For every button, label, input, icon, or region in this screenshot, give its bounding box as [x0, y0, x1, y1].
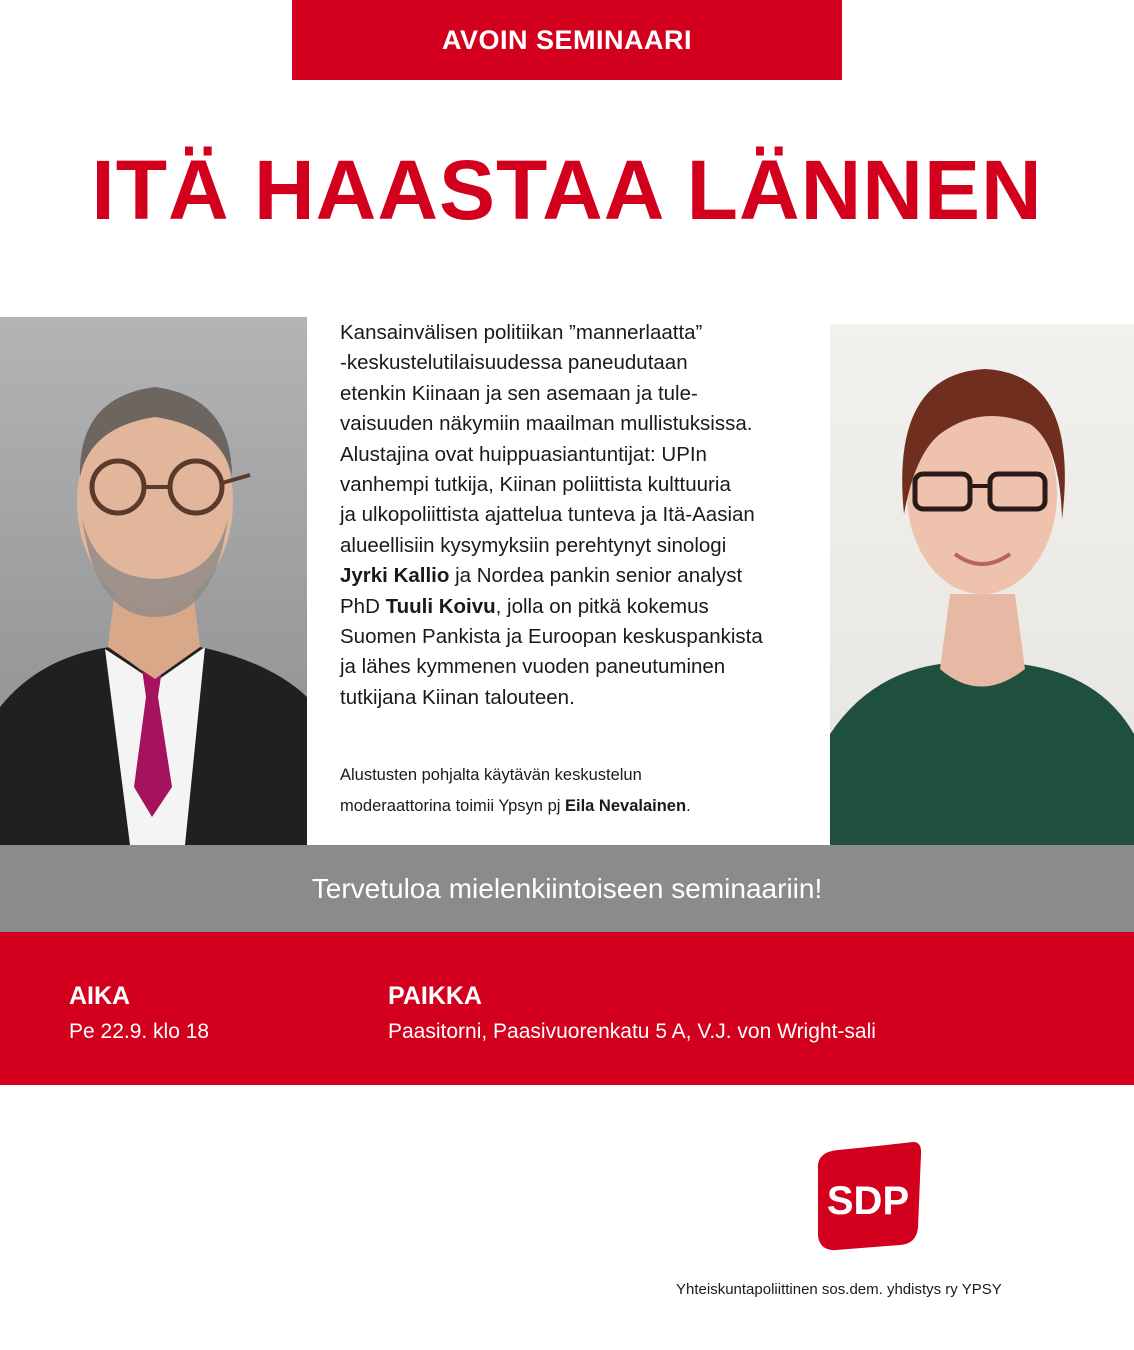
description-text: PhD — [340, 594, 386, 618]
page-title: ITÄ HAASTAA LÄNNEN — [91, 143, 1043, 237]
moderator-note — [340, 760, 810, 822]
place-label: PAIKKA — [388, 982, 482, 1010]
description-text: , jolla on pitkä kokemus — [495, 594, 709, 618]
moderator-text: moderaattorina toimii Ypsyn pj — [340, 797, 565, 815]
place-value: Paasitorni, Paasivuorenkatu 5 A, V.J. von Wright-sali — [388, 1020, 876, 1043]
description-line: Kansainvälisen politiikan ”mannerlaatta” — [340, 321, 703, 344]
description-line: ja ulkopoliittista ajattelua tunteva ja Itä-Aasian — [340, 503, 755, 527]
moderator-line: Alustusten pohjalta käytävän keskustelun — [340, 766, 642, 784]
speaker-name-jyrki-kallio: Jyrki Kallio — [340, 564, 450, 588]
description-line — [340, 592, 810, 622]
event-type-banner — [292, 0, 842, 80]
description-line: -keskustelutilaisuudessa paneudutaan — [340, 351, 688, 375]
description-line: etenkin Kiinaan ja sen asemaan ja tule- — [340, 381, 698, 405]
moderator-line — [340, 791, 810, 822]
description-line: vanhempi tutkija, Kiinan poliittista kulttuuria — [340, 473, 731, 497]
speaker-photo-tuuli-koivu — [830, 324, 1134, 845]
description-line: Alustajina ovat huippuasiantuntijat: UPIn — [340, 442, 707, 466]
time-value: Pe 22.9. klo 18 — [69, 1020, 210, 1043]
description-line: Suomen Pankista ja Euroopan keskuspankista — [340, 625, 763, 649]
description-line: ja lähes kymmenen vuoden paneutuminen — [340, 655, 726, 679]
event-details-band — [0, 932, 1134, 1085]
description-line: alueellisiin kysymyksiin perehtynyt sinologi — [340, 533, 727, 557]
welcome-band — [0, 845, 1134, 932]
welcome-text: Tervetuloa mielenkiintoiseen seminaariin! — [311, 872, 823, 904]
logo-text: SDP — [826, 1179, 910, 1223]
event-description — [340, 318, 810, 713]
description-line: tutkijana Kiinan talouteen. — [340, 685, 575, 709]
organization-name: Yhteiskuntapoliittinen sos.dem. yhdistys ry YPSY — [676, 1281, 1002, 1298]
time-label: AIKA — [69, 982, 131, 1010]
speaker-photo-jyrki-kallio — [0, 317, 307, 845]
event-type-label: AVOIN SEMINAARI — [441, 24, 692, 55]
moderator-text-end: . — [686, 797, 691, 815]
description-text: ja Nordea pankin senior analyst — [449, 564, 743, 588]
sdp-logo — [808, 1140, 924, 1252]
description-line: vaisuuden näkymiin maailman mullistuksissa. — [340, 412, 753, 436]
moderator-name: Eila Nevalainen — [565, 797, 687, 815]
description-line — [340, 561, 810, 591]
speaker-name-tuuli-koivu: Tuuli Koivu — [385, 594, 496, 618]
